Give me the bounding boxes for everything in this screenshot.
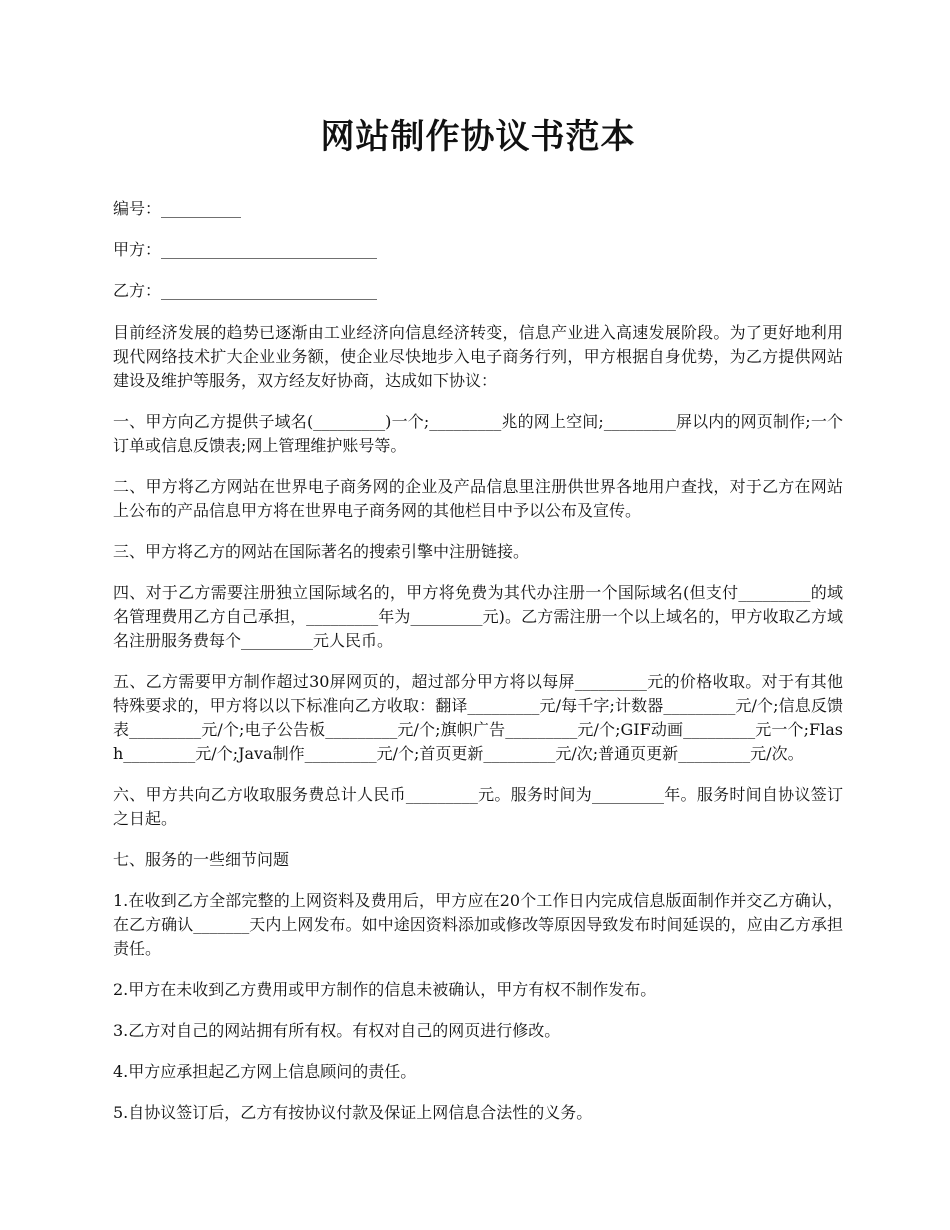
clause-3: 三、甲方将乙方的网站在国际著名的搜索引擎中注册链接。 bbox=[113, 542, 530, 561]
document-page bbox=[113, 112, 843, 1142]
field-label: 乙方： bbox=[113, 281, 162, 300]
detail-item-4: 4.甲方应承担起乙方网上信息顾问的责任。 bbox=[113, 1062, 417, 1081]
clause-5: 五、乙方需要甲方制作超过30屏网页的，超过部分甲方将以每屏_________元的价格收取。对于有其他特殊要求的，甲方将以以下标准向乙方收取：翻译_________元/每千字;计数器_________元/个;信息反馈表_________元/个;电子公告板_________元/个;旗帜广告_________元/个;GIF动画_________元一个;Flash_________元/个;Java制作_________元/个;首页更新_________元/次;普通页更新_________元/次。 bbox=[113, 672, 843, 763]
field-label: 编号： bbox=[113, 199, 162, 218]
intro-paragraph: 目前经济发展的趋势已逐渐由工业经济向信息经济转变，信息产业进入高速发展阶段。为了更好地利用现代网络技术扩大企业业务额，使企业尽快地步入电子商务行列，甲方根据自身优势，为乙方提供网站建设及维护等服务，双方经友好协商，达成如下协议： bbox=[113, 323, 843, 390]
detail-item-2: 2.甲方在未收到乙方费用或甲方制作的信息未被确认，甲方有权不制作发布。 bbox=[113, 980, 657, 999]
field-party-b bbox=[113, 280, 843, 302]
clause-4: 四、对于乙方需要注册独立国际域名的，甲方将免费为其代办注册一个国际域名(但支付_________的域名管理费用乙方自己承担，_________年为_________元)。乙方需注册一个以上域名的，甲方收取乙方域名注册服务费每个_________元人民币。 bbox=[113, 583, 843, 650]
field-blank: __________ bbox=[161, 199, 242, 218]
field-blank: ___________________________ bbox=[161, 281, 378, 300]
detail-item-5: 5.自协议签订后，乙方有按协议付款及保证上网信息合法性的义务。 bbox=[113, 1103, 593, 1122]
field-serial-number bbox=[113, 198, 843, 220]
clause-1: 一、甲方向乙方提供子域名(_________)一个;_________兆的网上空间;_________屏以内的网页制作;一个订单或信息反馈表;网上管理维护账号等。 bbox=[113, 412, 843, 455]
document-title: 网站制作协议书范本 bbox=[320, 117, 636, 157]
clause-6: 六、甲方共向乙方收取服务费总计人民币_________元。服务时间为_________年。服务时间自协议签订之日起。 bbox=[113, 785, 843, 828]
detail-item-1: 1.在收到乙方全部完整的上网资料及费用后，甲方应在20个工作日内完成信息版面制作并交乙方确认，在乙方确认_______天内上网发布。如中途因资料添加或修改等原因导致发布时间延误的，应由乙方承担责任。 bbox=[113, 891, 843, 958]
clause-7-heading: 七、服务的一些细节问题 bbox=[113, 850, 290, 869]
field-blank: ___________________________ bbox=[161, 240, 378, 259]
field-party-a bbox=[113, 239, 843, 261]
field-label: 甲方： bbox=[113, 240, 162, 259]
clause-2: 二、甲方将乙方网站在世界电子商务网的企业及产品信息里注册供世界各地用户查找，对于乙方在网站上公布的产品信息甲方将在世界电子商务网的其他栏目中予以公布及宣传。 bbox=[113, 477, 843, 520]
detail-item-3: 3.乙方对自己的网站拥有所有权。有权对自己的网页进行修改。 bbox=[113, 1021, 561, 1040]
